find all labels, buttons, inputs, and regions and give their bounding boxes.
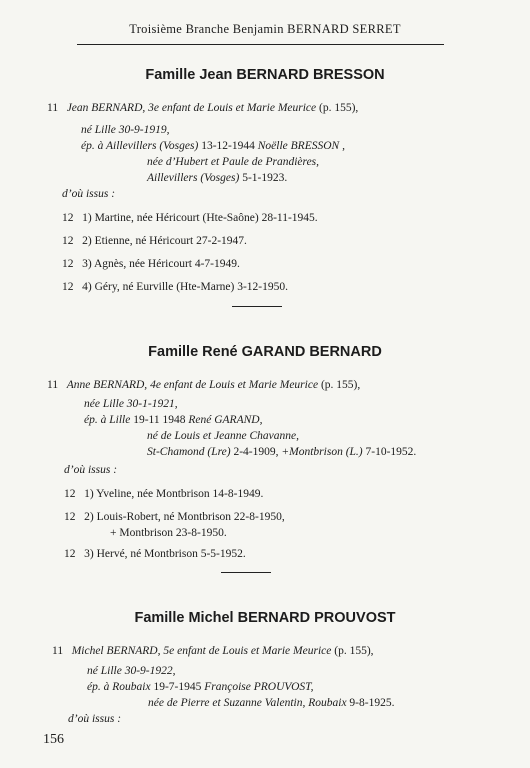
spouse-birth-place: Aillevillers (Vosges) [147, 172, 240, 184]
child-extra: + Montbrison 23-8-1950. [110, 527, 227, 539]
page-reference: (p. 155), [320, 379, 361, 391]
spouse-birth [147, 446, 416, 458]
marriage-line [84, 414, 262, 426]
issue-label: d’où issus : [64, 464, 118, 476]
marriage-date: 13-12-1944 [201, 140, 255, 152]
spouse-birth-place: Roubaix [308, 697, 347, 709]
birth-line: né Lille 30-9-1922, [87, 665, 176, 677]
spouse-death-date: 7-10-1952. [365, 446, 417, 458]
child-text: 3) Hervé, né Montbrison 5-5-1952. [84, 548, 246, 560]
child-entry [64, 548, 246, 560]
issue-label: d’où issus : [62, 188, 116, 200]
family-title: Famille Michel BERNARD PROUVOST [134, 610, 396, 626]
marriage-place: ép. à Roubaix [87, 681, 151, 693]
child-text: 1) Yveline, née Montbrison 14-8-1949. [84, 488, 264, 500]
spouse-birth-place: St-Chamond (Lre) [147, 446, 231, 458]
child-entry [62, 281, 288, 293]
generation-number: 12 [62, 212, 74, 224]
marriage-place: ép. à Lille [84, 414, 131, 426]
spouse-birth [147, 172, 287, 184]
child-text: 1) Martine, née Héricourt (Hte-Saône) 28-11-1945. [82, 212, 318, 224]
parent-description: 4e enfant de Louis et Marie Meurice [150, 379, 319, 391]
generation-number: 12 [62, 235, 74, 247]
child-text: 4) Géry, né Eurville (Hte-Marne) 3-12-1950. [82, 281, 288, 293]
child-entry [62, 212, 318, 224]
running-header: Troisième Branche Benjamin BERNARD SERRET [129, 22, 401, 36]
issue-label: d’où issus : [68, 713, 122, 725]
generation-number: 12 [64, 548, 76, 560]
child-entry [64, 488, 263, 500]
child-text: 2) Etienne, né Héricourt 27-2-1947. [82, 235, 247, 247]
page-number: 156 [43, 732, 64, 747]
page-reference: (p. 155), [319, 102, 359, 114]
spouse-parents: né de Louis et Jeanne Chavanne, [147, 430, 300, 442]
spouse-name: Françoise PROUVOST, [204, 681, 314, 693]
birth-line: né Lille 30-9-1919, [81, 124, 170, 136]
generation-number: 11 [47, 379, 59, 391]
parent-description: 3e enfant de Louis et Marie Meurice [148, 102, 317, 114]
section-divider [221, 572, 271, 573]
marriage-date: 19-7-1945 [153, 681, 202, 693]
birth-line: née Lille 30-1-1921, [84, 398, 178, 410]
spouse-name: René GARAND, [188, 414, 263, 426]
parent-description: 5e enfant de Louis et Marie Meurice [163, 645, 332, 657]
child-entry [62, 235, 247, 247]
parent-entry [47, 379, 360, 391]
child-entry [62, 258, 240, 270]
spouse-parents: née d’Hubert et Paule de Prandières, [147, 156, 320, 168]
generation-number: 12 [64, 488, 76, 500]
section-divider [232, 306, 282, 307]
child-text: 3) Agnès, née Héricourt 4-7-1949. [82, 258, 240, 270]
marriage-place: ép. à Aillevillers (Vosges) [81, 140, 199, 152]
parent-name: Michel BERNARD, [71, 645, 161, 657]
spouse-parents: née de Pierre et Suzanne Valentin, [148, 697, 306, 709]
generation-number: 11 [52, 645, 64, 657]
marriage-line [87, 681, 314, 693]
parent-entry [47, 102, 358, 114]
marriage-date: 19-11 1948 [133, 414, 186, 426]
generation-number: 12 [62, 258, 74, 270]
parent-entry [52, 645, 374, 657]
header-rule [77, 44, 444, 45]
spouse-birth-date: 9-8-1925. [349, 697, 395, 709]
generation-number: 11 [47, 102, 59, 114]
spouse-birth-date: 2-4-1909, [233, 446, 279, 458]
child-text: 2) Louis-Robert, né Montbrison 22-8-1950, [84, 511, 285, 523]
spouse-parents-and-birth [148, 697, 394, 709]
child-entry [64, 511, 285, 523]
parent-name: Jean BERNARD, [66, 102, 146, 114]
page-reference: (p. 155), [334, 645, 374, 657]
parent-name: Anne BERNARD, [66, 379, 148, 391]
spouse-name: Noëlle BRESSON , [257, 140, 345, 152]
generation-number: 12 [62, 281, 74, 293]
spouse-birth-date: 5-1-1923. [242, 172, 288, 184]
family-title: Famille Jean BERNARD BRESSON [145, 67, 385, 83]
generation-number: 12 [64, 511, 76, 523]
spouse-death-place: +Montbrison (L.) [281, 446, 363, 458]
family-title: Famille René GARAND BERNARD [148, 344, 382, 360]
marriage-line [81, 140, 345, 152]
